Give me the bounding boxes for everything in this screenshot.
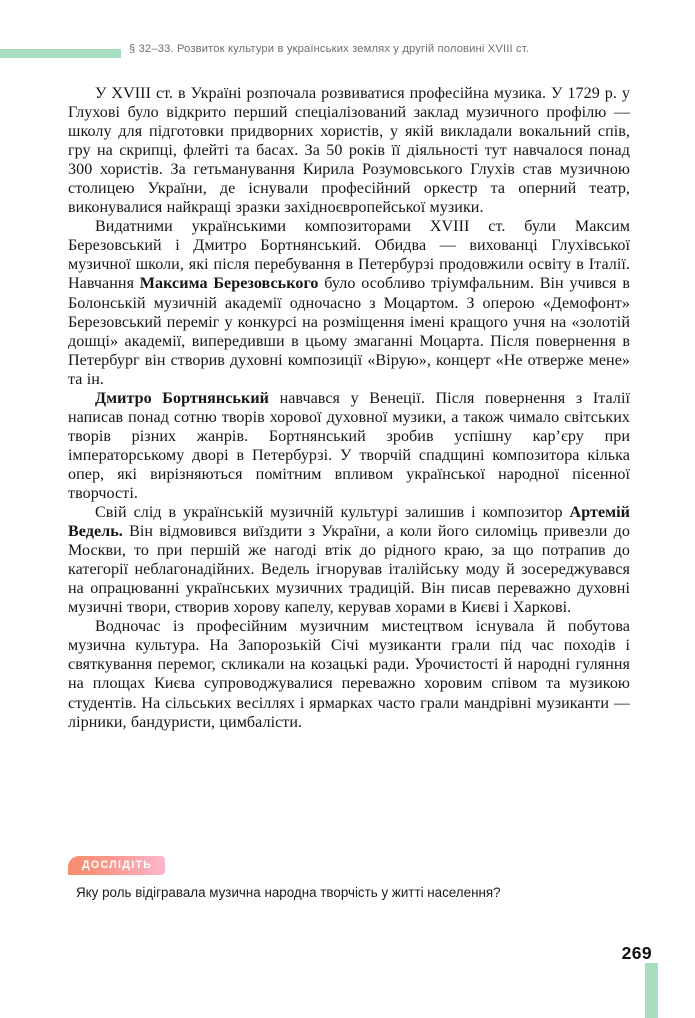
research-callout-question: Яку роль відігравала музична народна творчість у житті населення? (76, 884, 501, 900)
body-text-column (68, 84, 630, 732)
research-callout (68, 855, 630, 902)
running-head-accent-bar (0, 49, 121, 58)
paragraph: Свій слід в українській музичній культурі залишив і композитор Артемій Ведель. Він відмовився виїздити з України, а коли його силоміць привезли до Москви, то при першій же нагоді втік до рідного краю, за що потрапив до категорії неблагонадійних. Ведель ігнорував італійську моду й зосереджувався на опрацюванні українських музичних традицій. Він писав переважно духовні музичні твори, створив хорову капелу, керував хорами в Києві і Харкові. (68, 504, 630, 617)
paragraph: Видатними українськими композиторами XVIII ст. були Максим Березовський і Дмитро Бортнянський. Обидва — вихованці Глухівської музичної школи, які після перебування в Петербурзі продовжили освіту в Італії. Навчання Максима Березовського було особливо тріумфальним. Він учився в Болонській музичній академії одночасно з Моцартом. З оперою «Демофонт» Березовський переміг у конкурсі на розміщення імені кращого учня на «золотій дошці» академії, випередивши в цьому змаганні Моцарта. Після повернення в Петербург він створив духовні композиції «Вірую», концерт «Не отверже мене» та ін. (68, 218, 630, 388)
page-number-accent-bar (645, 963, 658, 1018)
running-head: § 32–33. Розвиток культури в українських землях у другій половині XVIII ст. (129, 43, 530, 55)
paragraph: У XVIII ст. в Україні розпочала розвиватися професійна музика. У 1729 р. у Глухові було відкрито перший спеціалізований заклад музичного профілю — школу для підготовки придворних хористів, у якій викладали вокальний спів, гру на скрипці, флейті та басах. За 50 років її діяльності тут навчалося понад 300 хористів. За гетьманування Кирила Розумовського Глухів став музичною столицею України, де існували професійний оркестр та оперний театр, виконувалися найкращі зразки західноєвропейської музики. (68, 85, 630, 217)
page-number: 269 (621, 943, 652, 963)
research-callout-badge: ДОСЛІДІТЬ (68, 856, 165, 875)
paragraph: Дмитро Бортнянський навчався у Венеції. Після повернення з Італії написав понад сотню творів хорової духовної музики, а також чимало світських творів різних жанрів. Бортнянський зробив успішну кар’єру при імператорському дворі в Петербурзі. У творчій спадщині композитора кілька опер, які вирізняються помітним впливом української народної пісенної творчості. (68, 389, 631, 502)
paragraph: Водночас із професійним музичним мистецтвом існувала й побутова музична культура. На Запорозькій Січі музиканти грали під час походів і святкування перемог, скликали на козацькі ради. Урочистості й народні гуляння на площах Києва супроводжувалися переважно хоровим співом та музикою студентів. На сільських весіллях і ярмарках часто грали мандрівні музиканти — лірники, бандуристи, цимбалісти. (68, 618, 630, 731)
